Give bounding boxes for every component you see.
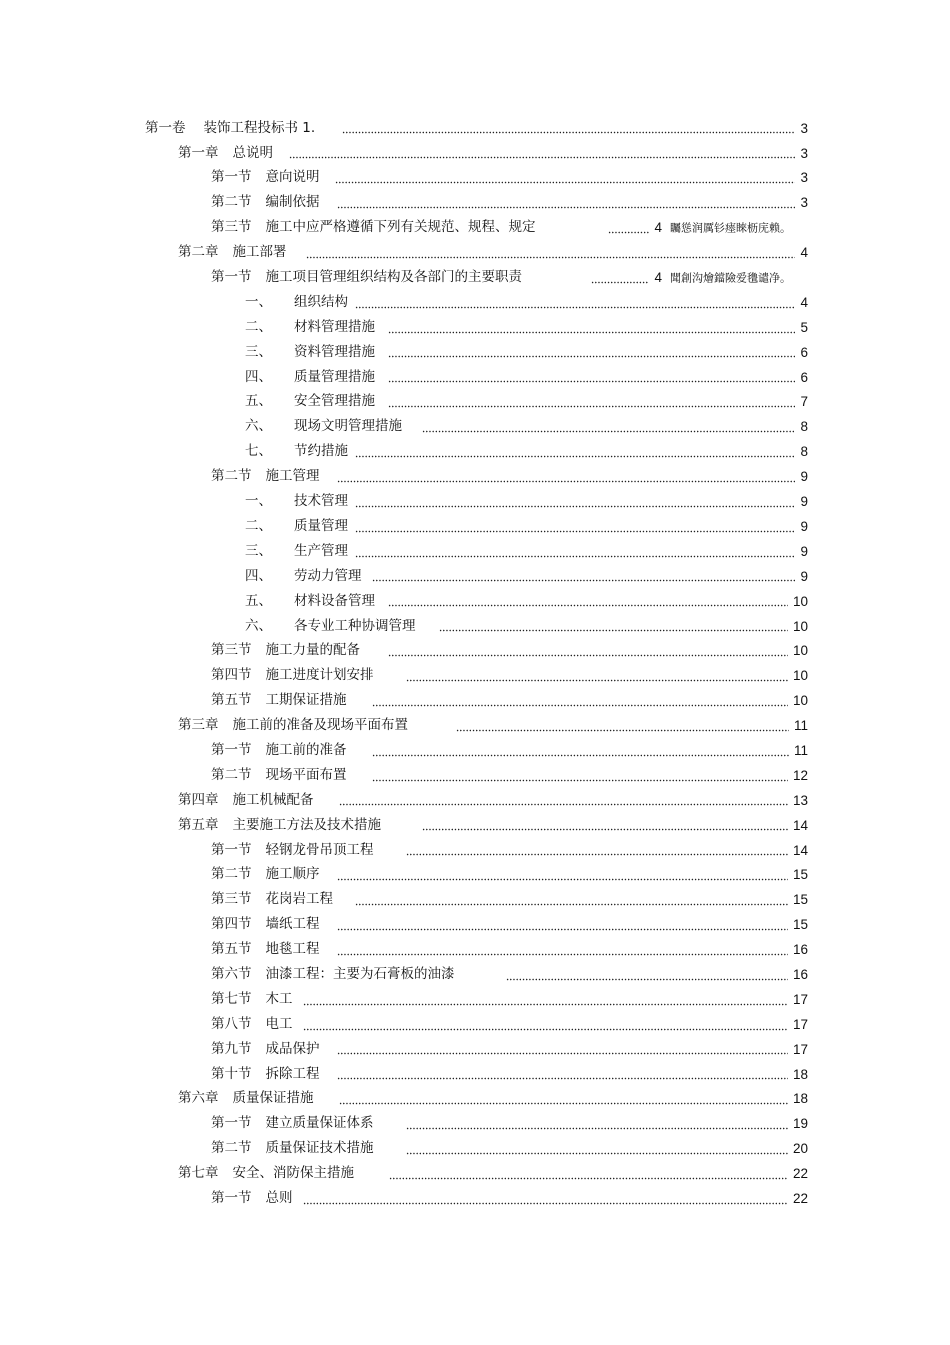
toc-page-number: 4 [800, 294, 808, 310]
toc-entry-title: 拆除工程 [265, 1065, 320, 1082]
toc-entry-title: 施工管理 [265, 468, 320, 485]
toc-entry-title: 各专业工种协调管理 [294, 617, 416, 634]
toc-page-number: 14 [792, 842, 808, 858]
toc-page-number: 3 [800, 120, 808, 136]
toc-leader-dots [406, 1143, 788, 1155]
toc-leader-dots [406, 1118, 788, 1130]
toc-entry-label [211, 1015, 293, 1032]
toc-entry-label [211, 1117, 374, 1131]
toc-entry[interactable] [0, 913, 808, 938]
toc-page-number: 6 [800, 369, 808, 385]
toc-entry[interactable] [0, 1062, 808, 1087]
toc-entry-number: 二、 [245, 318, 272, 335]
toc-leader-dots [422, 819, 788, 831]
toc-entry-title: 质量管理措施 [294, 368, 375, 385]
toc-entry[interactable] [0, 141, 808, 166]
toc-entry[interactable] [0, 1137, 808, 1162]
toc-entry-label [211, 741, 347, 758]
toc-entry-label [211, 196, 320, 210]
toc-leader-dots [303, 1193, 788, 1205]
toc-entry-title: 技术管理 [294, 493, 348, 510]
toc-page-number: 12 [792, 767, 808, 783]
toc-page-number: 7 [800, 394, 808, 410]
toc-entry-label [211, 990, 293, 1007]
toc-page-number: 4 [800, 245, 808, 261]
toc-entry-number: 第二节 [211, 1140, 252, 1157]
toc-page-number: 15 [792, 892, 808, 908]
toc-entry-number: 二、 [245, 517, 272, 534]
toc-entry[interactable] [0, 1112, 808, 1137]
toc-entry-label [211, 918, 320, 932]
toc-entry-label [211, 470, 320, 484]
toc-entry[interactable] [0, 863, 808, 888]
toc-page-number: 15 [792, 867, 808, 883]
toc-leader-dots [339, 794, 788, 806]
toc-entry-label [245, 293, 348, 310]
toc-entry-title: 安全、消防保主措施 [232, 1165, 354, 1182]
toc-entry[interactable] [0, 539, 808, 564]
toc-page-number: 10 [792, 668, 808, 684]
toc-leader-dots [355, 496, 795, 508]
toc-leader-dots [289, 147, 795, 159]
toc-entry[interactable] [0, 589, 808, 614]
toc-entry-title: 油漆工程：主要为石膏板的油漆 [265, 965, 455, 982]
toc-entry[interactable] [0, 738, 808, 763]
toc-entry-label [211, 1142, 374, 1156]
toc-entry-number: 第二节 [211, 866, 252, 883]
toc-entry-label [245, 517, 348, 534]
toc-entry-label [245, 542, 348, 559]
toc-entry-label [245, 592, 375, 609]
toc-page-number: 11 [793, 742, 808, 758]
toc-page-number: 13 [792, 792, 808, 808]
toc-entry-number: 第六章 [178, 1090, 219, 1107]
toc-entry-title: 施工项目管理组织结构及各部门的主要职责 [265, 269, 522, 286]
toc-entry-number: 第六节 [211, 965, 252, 982]
toc-entry-title: 施工机械配备 [232, 791, 314, 808]
toc-entry[interactable] [0, 763, 808, 788]
toc-entry[interactable] [0, 564, 808, 589]
toc-entry-label [145, 119, 316, 136]
toc-page-number: 10 [792, 693, 808, 709]
toc-leader-dots [335, 172, 795, 184]
toc-entry-title: 花岗岩工程 [265, 891, 333, 908]
toc-leader-dots [406, 670, 788, 682]
toc-page-number: 18 [792, 1091, 808, 1107]
toc-entry-label [178, 246, 287, 260]
toc-page-number: 19 [792, 1116, 808, 1132]
toc-entry[interactable] [0, 390, 808, 415]
toc-entry-number: 四、 [245, 567, 272, 584]
toc-entry-number: 三、 [245, 542, 272, 559]
toc-entry-title: 工期保证措施 [265, 692, 347, 709]
toc-entry-title: 施工部署 [232, 244, 287, 261]
toc-leader-dots [303, 1019, 788, 1031]
toc-page-number: 10 [792, 593, 808, 609]
toc-leader-dots [456, 720, 789, 732]
toc-entry-title: 地毯工程 [265, 941, 320, 958]
toc-entry-label [178, 1092, 314, 1106]
toc-page-number: 5 [800, 319, 808, 335]
toc-entry-label [178, 791, 314, 808]
toc-leader-dots [388, 346, 795, 358]
toc-entry-title: 资料管理措施 [294, 343, 375, 360]
toc-leader-dots [337, 919, 788, 931]
toc-page-number: 14 [792, 817, 808, 833]
toc-entry-number: 五、 [245, 592, 272, 609]
toc-leader-dots [388, 595, 788, 607]
toc-entry[interactable] [0, 440, 808, 465]
toc-leader-dots [355, 446, 795, 458]
toc-page-number: 20 [792, 1141, 808, 1157]
toc-page-number: 18 [792, 1066, 808, 1082]
toc-leader-dots [388, 371, 795, 383]
toc-entry-title: 现场平面布置 [265, 766, 347, 783]
toc-entry-title: 组织结构 [294, 293, 348, 310]
toc-page-number: 22 [792, 1190, 808, 1206]
toc-entry-number: 第五章 [178, 816, 219, 833]
toc-entry[interactable] [0, 713, 808, 738]
toc-entry-title: 质量管理 [294, 517, 348, 534]
toc-entry[interactable] [0, 1186, 808, 1211]
toc-entry[interactable] [0, 1087, 808, 1112]
toc-entry-number: 六、 [245, 418, 272, 435]
toc-entry-label [211, 841, 374, 858]
toc-entry-label [211, 965, 455, 982]
toc-leader-dots [591, 272, 649, 284]
toc-entry-number: 第一节 [211, 741, 252, 758]
toc-entry[interactable] [0, 788, 808, 813]
toc-entry-title: 装饰工程投标书 1. [203, 119, 316, 136]
toc-entry-label [211, 1065, 320, 1082]
toc-entry[interactable] [0, 987, 808, 1012]
toc-entry-number: 第九节 [211, 1040, 252, 1057]
toc-page-number: 15 [792, 917, 808, 933]
toc-entry-label [178, 1167, 354, 1181]
toc-entry-number: 第一节 [211, 841, 252, 858]
toc-leader-dots [355, 297, 795, 309]
toc-entry-number: 第五节 [211, 941, 252, 958]
toc-leader-dots [372, 745, 789, 757]
toc-entry-label [211, 1189, 293, 1206]
toc-entry-title: 施工中应严格遵循下列有关规范、规程、规定 [265, 219, 536, 236]
toc-entry-number: 第四章 [178, 791, 219, 808]
toc-entry[interactable] [0, 937, 808, 962]
toc-entry-number: 六、 [245, 617, 272, 634]
toc-entry-number: 五、 [245, 393, 272, 410]
toc-entry-label [245, 343, 375, 360]
toc-entry-number: 第七节 [211, 990, 252, 1007]
toc-page-number: 3 [800, 195, 808, 211]
toc-leader-dots [303, 994, 788, 1006]
toc-entry-label [211, 893, 333, 907]
toc-entry-number: 第三章 [178, 717, 219, 734]
toc-page-number: 8 [800, 419, 808, 435]
toc-entry-title: 施工前的准备及现场平面布置 [232, 717, 408, 734]
toc-leader-dots [337, 1043, 788, 1055]
toc-entry[interactable] [0, 240, 808, 265]
toc-page-number: 17 [792, 1016, 808, 1032]
toc-entry-title: 墙纸工程 [265, 916, 320, 933]
toc-leader-dots [337, 1068, 788, 1080]
toc-entry-title: 质量保证技术措施 [265, 1140, 374, 1157]
toc-entry-number: 第十节 [211, 1065, 252, 1082]
toc-entry-title: 材料设备管理 [294, 592, 375, 609]
toc-page-number: 3 [800, 170, 808, 186]
toc-entry-title: 施工顺序 [265, 866, 320, 883]
toc-entry[interactable] [0, 116, 808, 141]
toc-garbled-text: 矚慫润厲钐瘗睞枥庑赖。 [670, 221, 791, 235]
toc-entry-label [211, 766, 347, 783]
toc-entry-number: 第四节 [211, 916, 252, 933]
toc-entry-label [245, 395, 375, 409]
toc-entry-number: 第四节 [211, 667, 252, 684]
toc-entry-label [211, 694, 347, 708]
toc-entry-label [211, 644, 360, 658]
toc-entry-label [178, 719, 408, 733]
toc-entry-label [245, 617, 416, 634]
toc-entry-number: 第三节 [211, 642, 252, 659]
toc-entry-title: 主要施工方法及技术措施 [232, 816, 381, 833]
toc-entry-title: 节约措施 [294, 443, 348, 460]
toc-entry-number: 第二节 [211, 194, 252, 211]
toc-entry-title: 现场文明管理措施 [294, 418, 402, 435]
toc-entry-label [245, 495, 348, 509]
toc-entry[interactable] [0, 489, 808, 514]
toc-entry[interactable] [0, 813, 808, 838]
toc-leader-dots [506, 969, 788, 981]
toc-leader-dots [342, 122, 795, 134]
toc-entry-number: 第二节 [211, 766, 252, 783]
toc-page-number: 6 [800, 344, 808, 360]
toc-entry-label [211, 171, 320, 185]
toc-leader-dots [355, 521, 795, 533]
toc-leader-dots [337, 869, 788, 881]
toc-leader-dots [337, 197, 795, 209]
toc-leader-dots [608, 222, 649, 234]
toc-entry-number: 三、 [245, 343, 272, 360]
toc-page-number: 9 [800, 469, 808, 485]
toc-entry-title: 总则 [265, 1189, 293, 1206]
toc-entry-title: 施工力量的配备 [265, 642, 360, 659]
toc-entry[interactable] [0, 365, 808, 390]
toc-leader-dots [337, 944, 788, 956]
toc-page-number: 17 [792, 991, 808, 1007]
toc-entry-number: 第一卷 [145, 119, 186, 136]
toc-leader-dots [388, 645, 788, 657]
toc-entry[interactable] [0, 191, 808, 216]
toc-entry-number: 第三节 [211, 219, 252, 236]
toc-leader-dots [389, 1168, 788, 1180]
toc-entry-number: 一、 [245, 493, 272, 510]
toc-page-number: 4 [654, 220, 662, 236]
toc-entry-number: 第二章 [178, 244, 219, 261]
toc-entry-title: 总说明 [232, 144, 273, 161]
toc-entry-label [178, 144, 273, 161]
toc-page-number: 17 [792, 1041, 808, 1057]
toc-entry-number: 第一章 [178, 144, 219, 161]
toc-entry-title: 生产管理 [294, 542, 348, 559]
toc-entry-number: 第一节 [211, 269, 252, 286]
toc-entry[interactable] [0, 838, 808, 863]
toc-entry-number: 第一节 [211, 1115, 252, 1132]
toc-page-number: 16 [792, 966, 808, 982]
toc-entry-title: 电工 [265, 1015, 293, 1032]
toc-leader-dots [372, 770, 788, 782]
toc-entry-number: 第三节 [211, 891, 252, 908]
toc-entry-title: 安全管理措施 [294, 393, 375, 410]
toc-entry[interactable] [0, 688, 808, 713]
toc-page-number: 9 [800, 494, 808, 510]
toc-entry[interactable] [0, 1161, 808, 1186]
toc-page-number: 9 [800, 518, 808, 534]
toc-page-number: 3 [800, 145, 808, 161]
toc-entry[interactable] [0, 415, 808, 440]
toc-entry-title: 施工前的准备 [265, 741, 347, 758]
toc-entry-label [211, 669, 374, 683]
toc-leader-dots [355, 546, 795, 558]
toc-entry-label [211, 943, 320, 957]
toc-leader-dots [388, 396, 795, 408]
toc-entry[interactable] [0, 1037, 808, 1062]
toc-entry[interactable] [0, 962, 808, 987]
toc-entry[interactable] [0, 888, 808, 913]
toc-entry-label [245, 420, 402, 434]
toc-leader-dots [337, 471, 795, 483]
toc-entry-number: 第一节 [211, 169, 252, 186]
toc-page-number: 9 [800, 568, 808, 584]
toc-entry-title: 建立质量保证体系 [265, 1115, 374, 1132]
toc-entry-label [211, 868, 320, 882]
toc-garbled-text: 聞創沟燴鐺險爱氇谴净。 [670, 271, 791, 285]
toc-leader-dots [406, 844, 788, 856]
toc-leader-dots [372, 570, 795, 582]
toc-entry[interactable] [0, 166, 808, 191]
toc-leader-dots [372, 695, 788, 707]
toc-entry[interactable] [0, 639, 808, 664]
toc-entry[interactable] [0, 340, 808, 365]
toc-entry-number: 第八节 [211, 1015, 252, 1032]
toc-entry[interactable] [0, 1012, 808, 1037]
toc-entry-label [245, 445, 348, 459]
toc-entry-label [178, 816, 381, 833]
toc-entry-title: 质量保证措施 [232, 1090, 314, 1107]
toc-entry[interactable] [0, 664, 808, 689]
toc-page-number: 8 [800, 444, 808, 460]
toc-leader-dots [422, 421, 795, 433]
toc-entry-label [211, 1040, 320, 1057]
toc-entry-label [211, 271, 522, 285]
toc-page-number: 22 [792, 1166, 808, 1182]
toc-entry-label [211, 221, 536, 235]
toc-page-number: 11 [793, 718, 808, 734]
toc-entry[interactable] [0, 514, 808, 539]
toc-entry-label [245, 318, 375, 335]
toc-entry-number: 一、 [245, 293, 272, 310]
toc-entry-title: 施工进度计划安排 [265, 667, 374, 684]
toc-entry-title: 轻钢龙骨吊顶工程 [265, 841, 374, 858]
toc-leader-dots [388, 322, 795, 334]
toc-page-number: 10 [792, 618, 808, 634]
toc-entry-number: 四、 [245, 368, 272, 385]
toc-entry[interactable] [0, 265, 950, 290]
toc-entry-title: 编制依据 [265, 194, 320, 211]
toc-entry-label [245, 567, 362, 584]
toc-entry-label [245, 368, 375, 385]
toc-entry-title: 劳动力管理 [294, 567, 362, 584]
toc-page-number: 4 [654, 270, 662, 286]
toc-entry-number: 第五节 [211, 692, 252, 709]
toc-leader-dots [306, 247, 795, 259]
toc-page-number: 10 [792, 643, 808, 659]
toc-entry-title: 材料管理措施 [294, 318, 375, 335]
toc-page-number: 9 [800, 543, 808, 559]
toc-entry-title: 成品保护 [265, 1040, 320, 1057]
toc-page-number: 16 [792, 942, 808, 958]
toc-entry-number: 第二节 [211, 468, 252, 485]
toc-entry-title: 木工 [265, 990, 293, 1007]
toc-leader-dots [439, 620, 788, 632]
toc-entry[interactable] [0, 216, 950, 241]
toc-entry-number: 七、 [245, 443, 272, 460]
table-of-contents [0, 116, 950, 1211]
toc-entry-number: 第七章 [178, 1165, 219, 1182]
toc-leader-dots [339, 1093, 788, 1105]
toc-entry-title: 意向说明 [265, 169, 320, 186]
toc-entry-number: 第一节 [211, 1189, 252, 1206]
toc-entry[interactable] [0, 315, 808, 340]
toc-entry[interactable] [0, 614, 808, 639]
toc-leader-dots [355, 894, 788, 906]
toc-entry[interactable] [0, 290, 808, 315]
toc-entry[interactable] [0, 464, 808, 489]
